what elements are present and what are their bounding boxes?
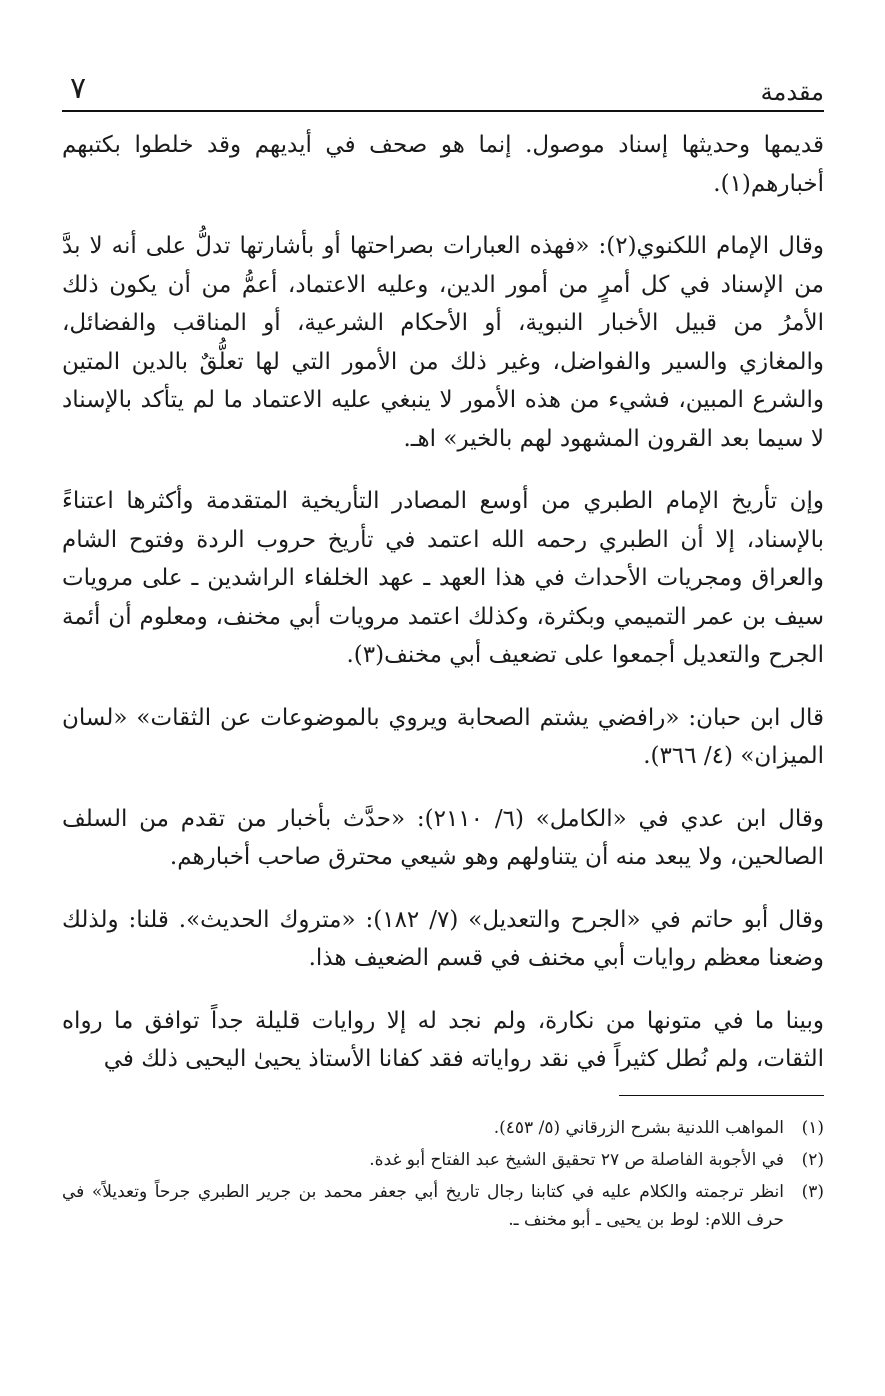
footnotes [62,1114,824,1234]
page-number: ٧ [70,71,87,106]
paragraph: قال ابن حبان: «رافضي يشتم الصحابة ويروي بالموضوعات عن الثقات» «لسان الميزان» (٤/ ٣٦٦). [62,704,824,769]
paragraph: قديمها وحديثها إسناد موصول. إنما هو صحف في أيديهم وقد خلطوا بكتبهم أخبارهم(١). [62,132,824,197]
paragraph: وقال ابن عدي في «الكامل» (٦/ ٢١١٠): «حدَّث بأخبار من تقدم من السلف الصالحين، ولا يبعد منه أن يتناولهم وهو شيعي محترق صاحب أخبارهم. [62,805,824,870]
paragraph: وقال الإمام اللكنوي(٢): «فهذه العبارات بصراحتها أو بأشارتها تدلُّ على أنه لا بدَّ من الإسناد في كل أمرٍ من أمور الدين، وعليه الاعتماد، أعمُّ من أن يكون ذلك الأمرُ من قبيل الأخبار النبوية، أو الأحكام الشرعية، أو المناقب والفضائل، والمغازي والسير والفواضل، وغير ذلك من الأمور التي لها تعلُّقٌ بالدين المتين والشرع المبين، فشيء من هذه الأمور لا ينبغي عليه الاعتماد ما لم يتأكد بالإسناد لا سيما بعد القرون المشهود لهم بالخير» اهـ. [62,233,825,452]
paragraph: وإن تأريخ الإمام الطبري من أوسع المصادر التأريخية المتقدمة وأكثرها اعتناءً بالإسناد، إلا أن الطبري رحمه الله اعتمد في تأريخ حروب الردة وفتوح الشام والعراق ومجريات الأحداث في هذا العهد ـ عهد الخلفاء الراشدين ـ على مرويات سيف بن عمر التميمي وبكثرة، وكذلك اعتمد مرويات أبي مخنف، ومعلوم أن أئمة الجرح والتعديل أجمعوا على تضعيف أبي مخنف(٣). [62,488,824,668]
running-head-title: مقدمة [760,78,824,106]
book-page [62,56,824,1238]
body-text [62,126,824,1079]
footnote-text: المواهب اللدنية بشرح الزرقاني (٥/ ٤٥٣). [493,1117,784,1138]
footnote-item [62,1146,824,1174]
footnote-text: في الأجوبة الفاصلة ص ٢٧ تحقيق الشيخ عبد الفتاح أبو غدة. [369,1149,784,1170]
paragraph: وقال أبو حاتم في «الجرح والتعديل» (٧/ ١٨٢): «متروك الحديث». قلنا: ولذلك وضعنا معظم روايات أبي مخنف في قسم الضعيف هذا. [62,906,825,971]
paragraph: وبينا ما في متونها من نكارة، ولم نجد له إلا روايات قليلة جداً توافق ما رواه الثقات، ولم نُطل كثيراً في نقد رواياته فقد كفانا الأستاذ يحيىٰ اليحيى ذلك في [62,1007,824,1072]
footnote-item [62,1178,824,1234]
footnote-text: انظر ترجمته والكلام عليه في كتابنا رجال تاريخ أبي جعفر محمد بن جرير الطبري جرحاً وتعديلاً» في حرف اللام: لوط بن يحيى ـ أبو مخنف ـ. [62,1181,784,1230]
header-rule [62,110,824,112]
footnote-number: (٣) [801,1181,824,1202]
footnote-item [62,1114,824,1142]
footnote-number: (١) [801,1117,824,1138]
footnote-separator [619,1095,824,1096]
footnote-number: (٢) [801,1149,824,1170]
page-header [62,56,824,106]
